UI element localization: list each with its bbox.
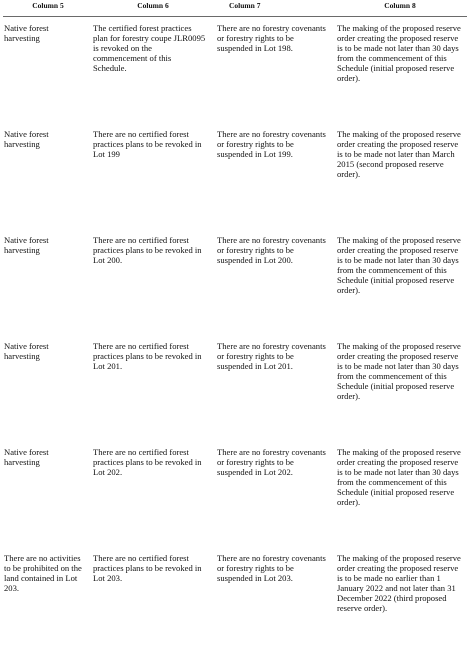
column-7-header: Column 7	[213, 2, 333, 17]
covenant-cell: There are no forestry covenants or forestry rights to be suspended in Lot 199.	[217, 129, 326, 160]
forest-plan-cell: There are no certified forest practices plans to be revoked in Lot 201.	[93, 341, 202, 372]
table-row	[3, 447, 467, 553]
header-row	[3, 2, 467, 17]
reserve-order-cell: The making of the proposed reserve order creating the proposed reserve is to be made not later than March 2015 (second proposed reserve order).	[337, 129, 461, 180]
reserve-order-cell: The making of the proposed reserve order creating the proposed reserve is to be made not later than 30 days from the commencement of this Schedule (initial proposed reserve order).	[337, 23, 461, 84]
table-row	[3, 341, 467, 447]
activity-cell: Native forest harvesting	[4, 129, 49, 150]
activity-cell: Native forest harvesting	[4, 341, 49, 362]
reserve-order-cell: The making of the proposed reserve order creating the proposed reserve is to be made not later than 30 days from the commencement of this Schedule (initial proposed reserve order).	[337, 341, 461, 402]
covenant-cell: There are no forestry covenants or forestry rights to be suspended in Lot 198.	[217, 23, 326, 54]
forest-plan-cell: The certified forest practices plan for forestry coupe JLR0095 is revoked on the commencement of this Schedule.	[93, 23, 206, 74]
forest-plan-cell: There are no certified forest practices plans to be revoked in Lot 202.	[93, 447, 202, 478]
column-6-header: Column 6	[93, 2, 213, 17]
table-row	[3, 129, 467, 235]
column-8-header: Column 8	[333, 2, 467, 17]
table-row	[3, 235, 467, 341]
reserve-order-cell: The making of the proposed reserve order creating the proposed reserve is to be made not later than 30 days from the commencement of this Schedule (initial proposed reserve order).	[337, 447, 461, 508]
forest-plan-cell: There are no certified forest practices plans to be revoked in Lot 203.	[93, 553, 202, 584]
table-row	[3, 553, 467, 614]
activity-cell: Native forest harvesting	[4, 235, 49, 256]
activity-cell: Native forest harvesting	[4, 23, 49, 44]
schedule-table	[3, 2, 467, 614]
covenant-cell: There are no forestry covenants or forestry rights to be suspended in Lot 203.	[217, 553, 326, 584]
reserve-order-cell: The making of the proposed reserve order creating the proposed reserve is to be made not later than 30 days from the commencement of this Schedule (initial proposed reserve order).	[337, 235, 461, 296]
reserve-order-cell: The making of the proposed reserve order creating the proposed reserve is to be made no earlier than 1 January 2022 and not later than 31 December 2022 (third proposed reserve order).	[337, 553, 461, 614]
column-5-header: Column 5	[3, 2, 93, 17]
covenant-cell: There are no forestry covenants or forestry rights to be suspended in Lot 200.	[217, 235, 326, 266]
covenant-cell: There are no forestry covenants or forestry rights to be suspended in Lot 202.	[217, 447, 326, 478]
forest-plan-cell: There are no certified forest practices plans to be revoked in Lot 199	[93, 129, 202, 160]
forest-plan-cell: There are no certified forest practices plans to be revoked in Lot 200.	[93, 235, 202, 266]
table-row	[3, 17, 467, 130]
covenant-cell: There are no forestry covenants or forestry rights to be suspended in Lot 201.	[217, 341, 326, 372]
activity-cell: There are no activities to be prohibited on the land contained in Lot 203.	[4, 553, 82, 594]
activity-cell: Native forest harvesting	[4, 447, 49, 468]
